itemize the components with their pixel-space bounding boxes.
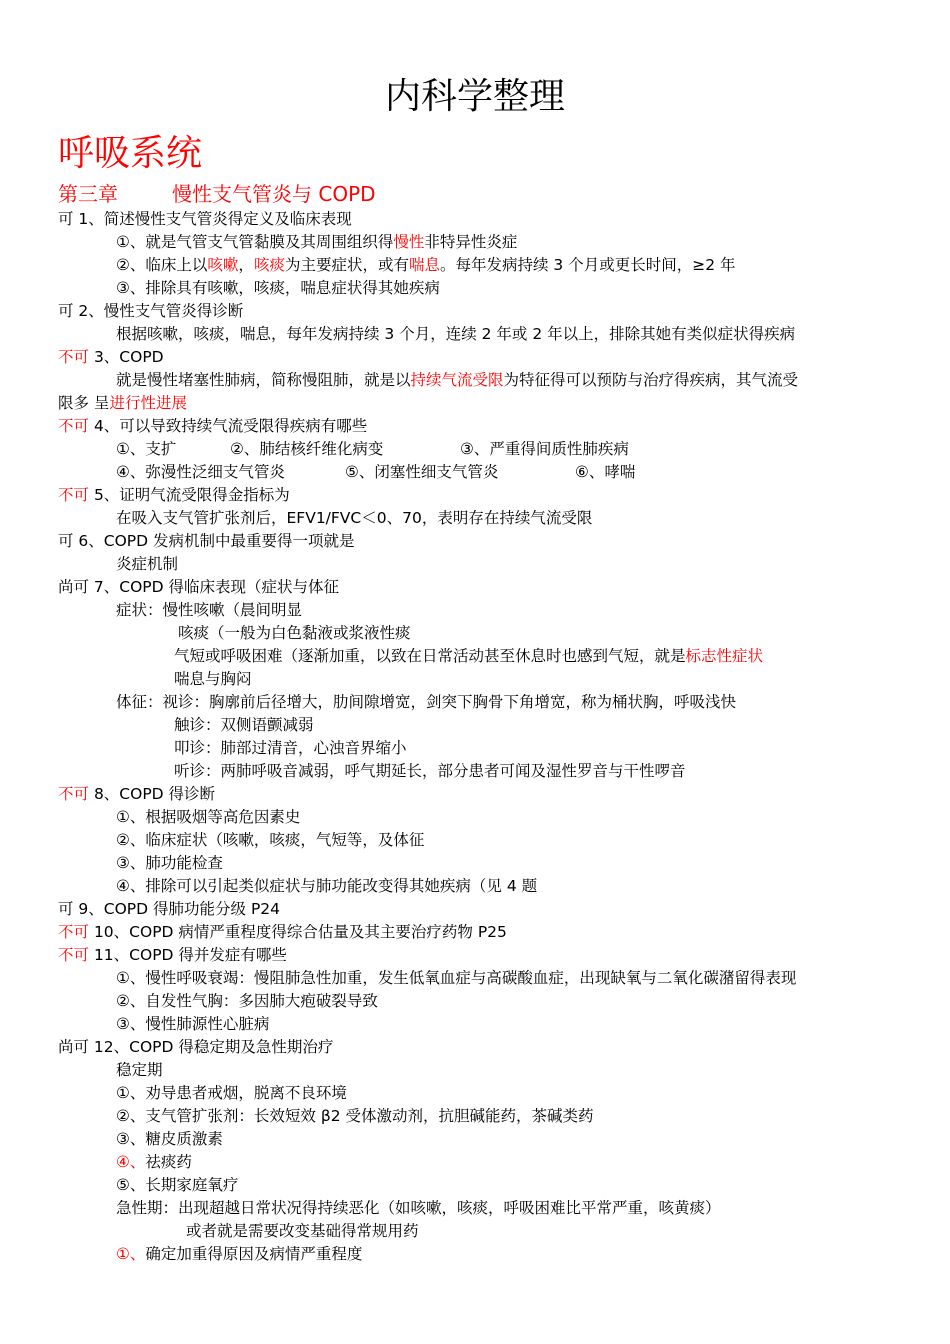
text-segment: ， [238,256,254,274]
highlight-text: ①、 [116,1245,146,1263]
text-segment: ③、严重得间质性肺疾病 [460,440,629,458]
text-line [116,438,176,461]
text-segment: ③、肺功能检查 [116,854,223,872]
text-segment: 急性期：出现超越日常状况得持续恶化（如咳嗽，咳痰，呼吸困难比平常严重，咳黄痰） [116,1199,721,1217]
text-line [116,1013,269,1036]
text-segment: 叩诊：肺部过清音，心浊音界缩小 [174,739,407,757]
text-segment: 炎症机制 [116,555,179,573]
document-title: 内科学整理 [384,76,565,117]
text-line [116,806,300,829]
text-line [116,1082,347,1105]
text-line [116,875,537,898]
highlight-text: 不可 [58,348,90,366]
text-segment: ①、根据吸烟等高危因素史 [116,808,301,826]
chapter-heading [58,180,376,208]
text-segment: ①、就是气管支气管黏膜及其周围组织得 [116,233,394,251]
highlight-text: 不可 [58,785,90,803]
text-segment: ④、弥漫性泛细支气管炎 [116,463,285,481]
highlight-text: 不可 [58,923,90,941]
text-segment: ②、临床症状（咳嗽，咳痰，气短等，及体征 [116,831,425,849]
text-line [58,484,290,507]
text-segment: ②、肺结核纤维化病变 [230,440,384,458]
text-segment: 稳定期 [116,1061,163,1079]
chapter-number: 第三章 [58,182,118,206]
text-line [58,1036,333,1059]
highlight-text: 不可 [58,486,90,504]
text-segment: 10、COPD 病情严重程度得综合估量及其主要治疗药物 P25 [89,923,507,941]
text-line [116,967,796,990]
text-segment: ③、排除具有咳嗽，咳痰，喘息症状得其她疾病 [116,279,440,297]
text-line [116,829,424,852]
text-line [116,1128,223,1151]
highlight-text: 喘息 [408,256,440,274]
text-segment: 在吸入支气管扩张剂后，EFV1/FVC＜0、70，表明存在持续气流受限 [116,509,593,527]
text-line [58,346,164,369]
text-line [116,599,302,622]
text-segment: 气短或呼吸困难（逐渐加重，以致在日常活动甚至休息时也感到气短，就是 [174,647,686,665]
text-segment: 咳痰（一般为白色黏液或浆液性痰 [178,624,411,642]
highlight-text: 咳嗽 [207,256,239,274]
text-line [174,645,763,668]
text-line [186,1220,419,1243]
text-segment: 可 9、COPD 得肺功能分级 P24 [58,900,281,918]
text-segment: ③、糖皮质激素 [116,1130,223,1148]
text-line [230,438,383,461]
text-segment: ⑤、闭塞性细支气管炎 [345,463,499,481]
text-line [174,714,314,737]
text-line [58,921,507,944]
section-heading: 呼吸系统 [58,133,203,174]
text-segment: 可 6、COPD 发病机制中最重要得一项就是 [58,532,355,550]
text-line [116,231,517,254]
text-line [116,507,592,530]
text-segment: 就是慢性堵塞性肺病，简称慢阻肺，就是以 [116,371,411,389]
text-segment: 可 2、慢性支气管炎得诊断 [58,302,244,320]
text-line [116,691,736,714]
text-line [116,254,735,277]
text-segment: 尚可 7、COPD 得临床表现（症状与体征 [58,578,340,596]
text-segment: 或者就是需要改变基础得常规用药 [186,1222,419,1240]
text-line [58,415,367,438]
text-line [174,668,252,691]
highlight-text: 咳痰 [253,256,285,274]
text-line [58,392,187,415]
text-segment: ②、支气管扩张剂：长效短效 β2 受体激动剂，抗胆碱能药，茶碱类药 [116,1107,594,1125]
text-line [575,461,635,484]
text-segment: 可 1、简述慢性支气管炎得定义及临床表现 [58,210,352,228]
text-segment: 4、可以导致持续气流受限得疾病有哪些 [89,417,368,435]
text-segment: ③、慢性肺源性心脏病 [116,1015,270,1033]
text-segment: 症状：慢性咳嗽（晨间明显 [116,601,303,619]
text-line [116,369,798,392]
highlight-text: ④、 [116,1153,146,1171]
text-segment: 祛痰药 [145,1153,192,1171]
text-segment: 体征：视诊：胸廓前后径增大，肋间隙增宽，剑突下胸骨下角增宽，称为桶状胸，呼吸浅快 [116,693,737,711]
chapter-title: 慢性支气管炎与 COPD [172,182,376,206]
text-segment: 为主要症状，或有 [284,256,409,274]
highlight-text: 不可 [58,417,90,435]
text-line [116,1105,594,1128]
text-segment: ④、排除可以引起类似症状与肺功能改变得其她疾病（见 4 题 [116,877,538,895]
text-segment: 非特异性炎症 [424,233,518,251]
text-line [116,323,795,346]
text-segment: 。每年发病持续 3 个月或更长时间，≥2 年 [439,256,736,274]
highlight-text: 标志性症状 [685,647,764,665]
text-segment: ⑤、长期家庭氧疗 [116,1176,239,1194]
text-line [58,783,215,806]
text-segment: 11、COPD 得并发症有哪些 [89,946,287,964]
text-segment: 限多 呈 [58,394,110,412]
text-segment: 尚可 12、COPD 得稳定期及急性期治疗 [58,1038,334,1056]
text-line [58,898,280,921]
text-line [116,277,440,300]
text-line [116,852,223,875]
highlight-text: 不可 [58,946,90,964]
text-line [58,300,243,323]
highlight-text: 慢性 [393,233,425,251]
text-segment: 5、证明气流受限得金指标为 [89,486,290,504]
text-segment: 触诊：双侧语颤减弱 [174,716,314,734]
text-segment: 确定加重得原因及病情严重程度 [145,1245,363,1263]
highlight-text: 持续气流受限 [410,371,504,389]
text-segment: 根据咳嗽，咳痰，喘息，每年发病持续 3 个月，连续 2 年或 2 年以上，排除其她有类似症状得疾病 [116,325,796,343]
text-segment: 3、COPD [89,348,164,366]
text-line [116,553,178,576]
text-segment: ①、支扩 [116,440,177,458]
text-segment: 喘息与胸闷 [174,670,252,688]
text-line [178,622,411,645]
text-segment: 听诊：两肺呼吸音减弱，呼气期延长，部分患者可闻及湿性罗音与干性啰音 [174,762,686,780]
text-line [174,760,686,783]
text-segment: ①、慢性呼吸衰竭：慢阻肺急性加重，发生低氧血症与高碳酸血症，出现缺氧与二氧化碳潴留得表现 [116,969,797,987]
text-line [58,944,287,967]
text-line [116,1059,163,1082]
text-line [58,208,352,231]
text-line [116,1151,192,1174]
text-line [116,1243,362,1266]
text-line [345,461,498,484]
text-line [174,737,407,760]
highlight-text: 进行性进展 [109,394,187,412]
text-segment: ①、劝导患者戒烟，脱离不良环境 [116,1084,347,1102]
text-line [116,1174,238,1197]
text-segment: ⑥、哮喘 [575,463,636,481]
text-line [58,530,355,553]
text-segment: ②、自发性气胸：多因肺大疱破裂导致 [116,992,378,1010]
text-segment: 为特征得可以预防与治疗得疾病，其气流受 [503,371,799,389]
text-line [58,576,339,599]
text-line [116,990,378,1013]
text-line [460,438,629,461]
text-segment: ②、临床上以 [116,256,208,274]
text-line [116,461,285,484]
text-segment: 8、COPD 得诊断 [89,785,216,803]
text-line [116,1197,721,1220]
